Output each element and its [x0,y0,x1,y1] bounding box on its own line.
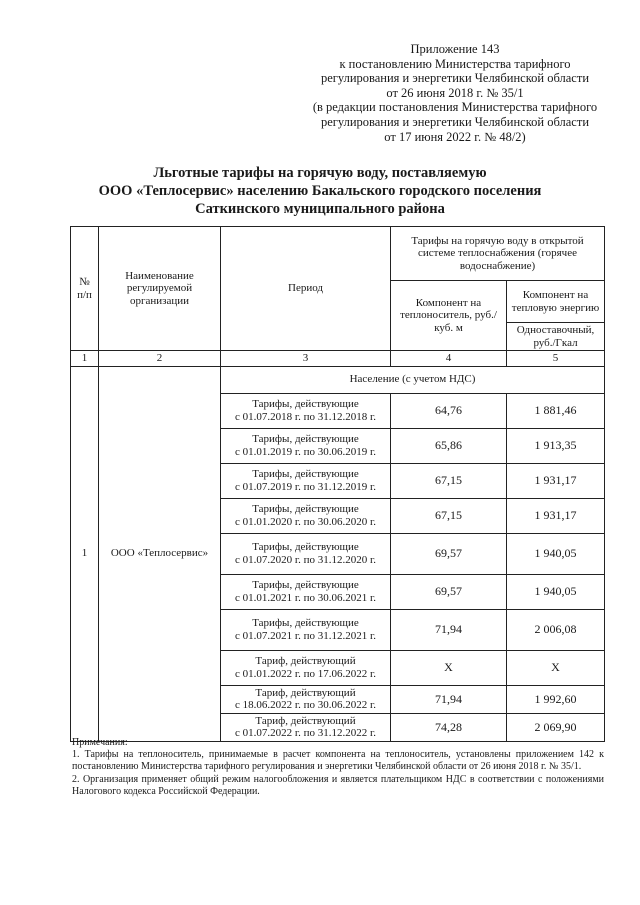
note-item: 2. Организация применяет общий режим налогообложения и является плательщиком НДС в соответствии с положениями Налогового кодекса Российской Федерации. [72,773,604,797]
coolant-value: 67,15 [391,498,507,533]
coolant-value: 74,28 [391,713,507,741]
header-line: от 17 июня 2022 г. № 48/2) [384,129,526,144]
title-line: Льготные тарифы на горячую воду, поставляемую [153,165,487,181]
period-cell: Тариф, действующий с 01.07.2022 г. по 31.12.2022 г. [221,713,391,741]
appendix-header [290,42,620,144]
energy-value: 1 931,17 [507,498,605,533]
notes [72,737,604,798]
col-number: 1 [71,351,99,367]
header-line: к постановлению Министерства тарифного [339,56,571,71]
coolant-value: Х [391,650,507,685]
col-header-tariffs: Тарифы на горячую воду в открытой системе теплоснабжения (горячее водоснабжение) [391,227,605,281]
col-header-period: Период [221,227,391,351]
note-item: 1. Тарифы на теплоноситель, принимаемые в расчет компонента на теплоноситель, установлены приложением 142 к постановлению Министерства тарифного регулирования и энергетики Челябинской области от 26 июня 2018 г. № 35/1. [72,749,604,773]
coolant-value: 64,76 [391,393,507,428]
coolant-value: 71,94 [391,609,507,650]
col-header-num: № п/п [71,227,99,351]
col-number: 2 [99,351,221,367]
coolant-value: 69,57 [391,574,507,609]
energy-value: 2 069,90 [507,713,605,741]
coolant-value: 71,94 [391,685,507,713]
col-number: 3 [221,351,391,367]
notes-heading: Примечания: [72,737,128,748]
col-header-comp-coolant: Компонент на теплоноситель, руб./куб. м [391,281,507,351]
consumer-group-label: Население (с учетом НДС) [221,366,605,393]
col-header-comp-energy: Компонент на тепловую энергию [507,281,605,323]
col-number: 4 [391,351,507,367]
energy-value: 1 931,17 [507,463,605,498]
col-number: 5 [507,351,605,367]
period-cell: Тарифы, действующие с 01.01.2021 г. по 30.06.2021 г. [221,574,391,609]
period-cell: Тариф, действующий с 18.06.2022 г. по 30.06.2022 г. [221,685,391,713]
energy-value: 1 881,46 [507,393,605,428]
title-line: ООО «Теплосервис» населению Бакальского городского поселения [98,183,542,199]
period-cell: Тарифы, действующие с 01.01.2019 г. по 30.06.2019 г. [221,428,391,463]
period-cell: Тариф, действующий с 01.01.2022 г. по 17.06.2022 г. [221,650,391,685]
header-line: регулирования и энергетики Челябинской области [320,71,590,86]
header-line: (в редакции постановления Министерства тарифного [312,100,598,115]
header-line: Приложение 143 [410,42,500,56]
period-cell: Тарифы, действующие с 01.07.2021 г. по 31.12.2021 г. [221,609,391,650]
energy-value: 1 913,35 [507,428,605,463]
col-header-org: Наименование регулируемой организации [99,227,221,351]
row-number: 1 [71,366,99,741]
period-cell: Тарифы, действующие с 01.07.2020 г. по 31.12.2020 г. [221,533,391,574]
period-cell: Тарифы, действующие с 01.07.2019 г. по 31.12.2019 г. [221,463,391,498]
header-line: регулирования и энергетики Челябинской области [320,114,590,129]
energy-value: 1 940,05 [507,533,605,574]
coolant-value: 65,86 [391,428,507,463]
col-header-rate: Одноставочный, руб./Гкал [507,323,605,351]
header-line: от 26 июня 2018 г. № 35/1 [386,85,524,100]
document-title [60,164,580,218]
coolant-value: 67,15 [391,463,507,498]
tariff-table [70,226,605,742]
organization-name: ООО «Теплосервис» [99,366,221,741]
energy-value: 1 992,60 [507,685,605,713]
period-cell: Тарифы, действующие с 01.07.2018 г. по 31.12.2018 г. [221,393,391,428]
title-line: Саткинского муниципального района [195,201,445,217]
energy-value: 2 006,08 [507,609,605,650]
period-cell: Тарифы, действующие с 01.01.2020 г. по 30.06.2020 г. [221,498,391,533]
energy-value: Х [507,650,605,685]
energy-value: 1 940,05 [507,574,605,609]
coolant-value: 69,57 [391,533,507,574]
